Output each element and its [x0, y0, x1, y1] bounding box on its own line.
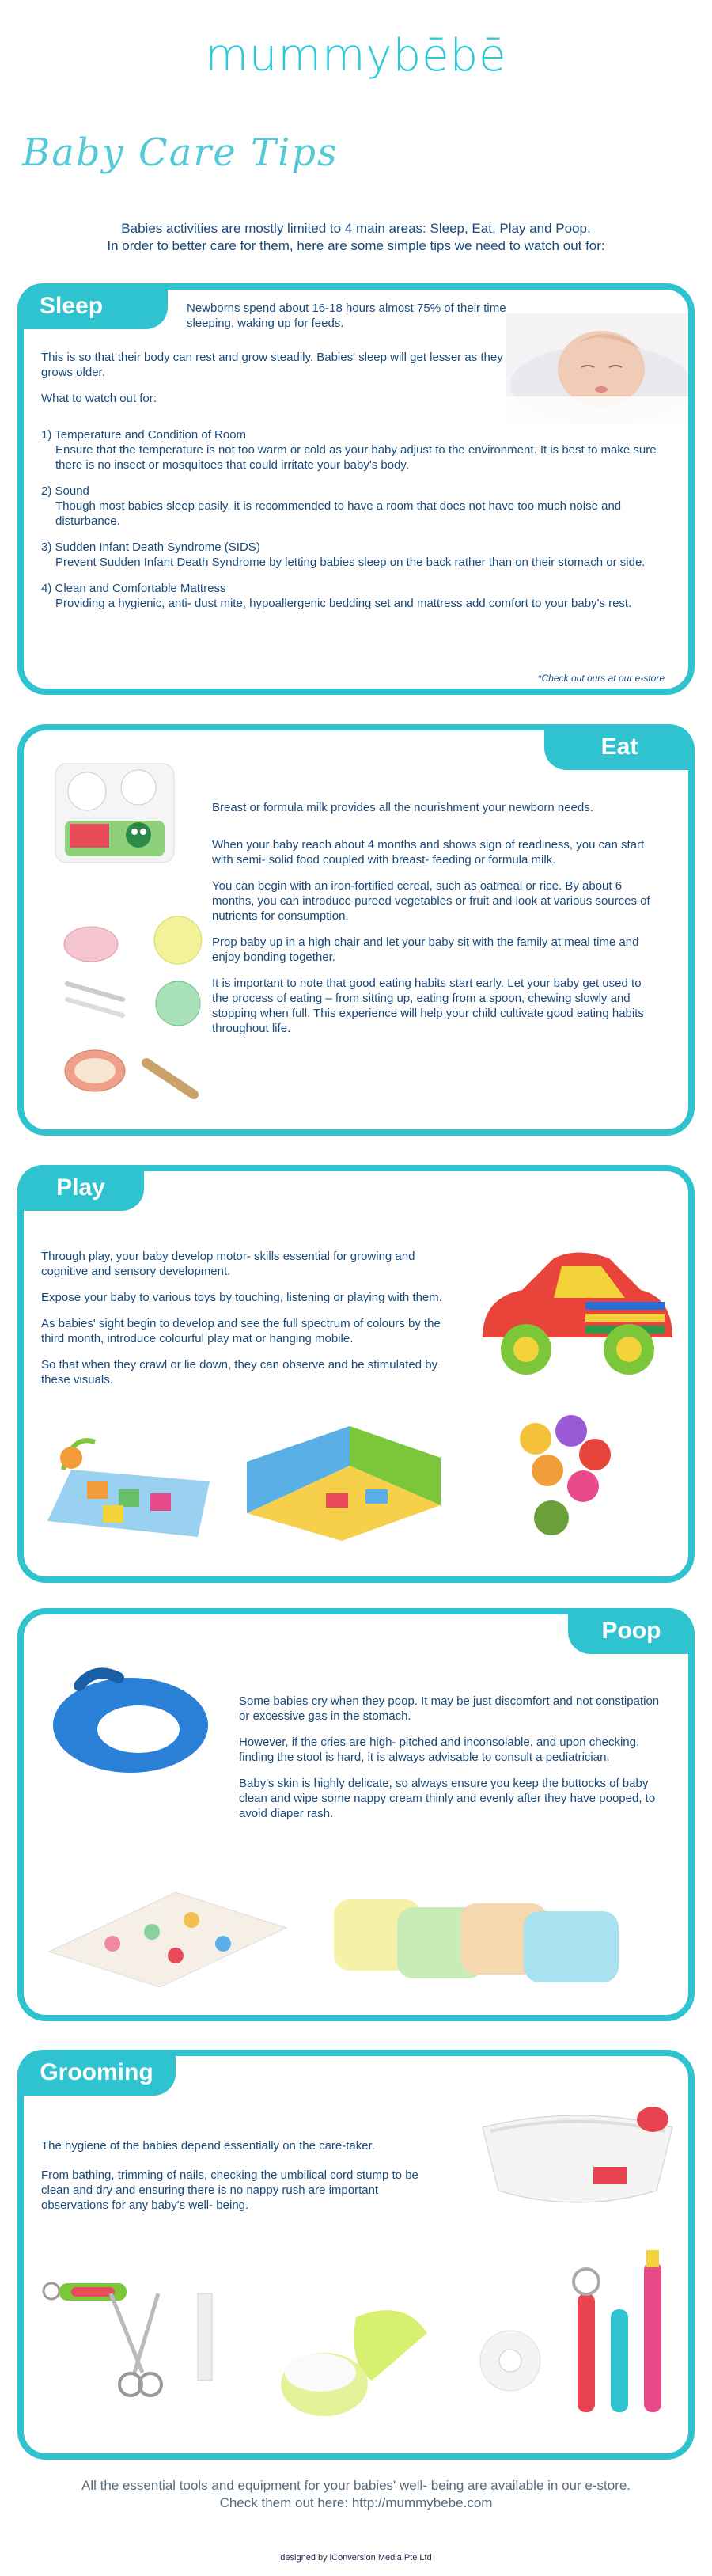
- sleep-item-title: 1) Temperature and Condition of Room: [41, 428, 247, 442]
- sleep-section: [17, 283, 695, 695]
- grooming-tab: Grooming: [17, 2050, 176, 2096]
- page-title: Baby Care Tips: [22, 131, 339, 175]
- play-gym-mat-image: [40, 1418, 214, 1545]
- grooming-p2: From bathing, trimming of nails, checking the umbilical cord stump to be clean and dry and ensuring there is no nappy rush are important observations for any baby's well- being.: [41, 2168, 418, 2212]
- scissors-and-comb-image: [87, 2278, 237, 2412]
- sleep-item-title: 3) Sudden Infant Death Syndrome (SIDS): [41, 541, 260, 554]
- intro-line: Babies activities are mostly limited to 4 main areas: Sleep, Eat, Play and Poop.: [121, 221, 591, 236]
- poop-p1: Some babies cry when they poop. It may be just discomfort and not constipation or excessive gas in the stomach.: [239, 1694, 660, 1723]
- eat-p2: When your baby reach about 4 months and shows sign of readiness, you can start with semi- solid food coupled with breast- feeding or formula milk.: [212, 838, 645, 867]
- play-p4: So that when they crawl or lie down, they can observe and be stimulated by these visuals.: [41, 1358, 438, 1387]
- feeding-utensils-image: [59, 912, 225, 1110]
- puzzle-play-mat-image: [231, 1418, 453, 1545]
- sleep-lead: Newborns spend about 16-18 hours almost 75% of their time sleeping, waking up for feeds.: [187, 302, 506, 330]
- play-p3: As babies' sight begin to develop and see the full spectrum of colours by the third month, introduce colourful play mat or hanging mobile.: [41, 1317, 441, 1345]
- eat-p3: You can begin with an iron-fortified cereal, such as oatmeal or rice. By about 6 months, you can introduce pureed vegetables or fruit and look at various sources of nutrients for consumption.: [212, 879, 650, 923]
- play-section: [17, 1165, 695, 1583]
- logo[interactable]: mummybēbē: [205, 30, 507, 82]
- sleep-list: [41, 427, 682, 622]
- eat-section: [17, 724, 695, 1136]
- rubber-ducks-image: [508, 1407, 619, 1542]
- grooming-body: [41, 2138, 437, 2224]
- eat-p5: It is important to note that good eating habits start early. Let your baby get used to the process of eating – from sitting up, eating from a spoon, chewing slowly and stopping when full. This experience will help your child cultivate good eating habits throughout life.: [212, 977, 644, 1035]
- poop-body: [239, 1694, 666, 1832]
- footer-line: All the essential tools and equipment for your babies' well- being are available in our e-store.: [81, 2478, 631, 2493]
- changing-mat-image: [41, 1888, 294, 1991]
- cloth-diapers-image: [326, 1884, 627, 1986]
- sleep-item-title: 4) Clean and Comfortable Mattress: [41, 582, 226, 595]
- eat-p4: Prop baby up in a high chair and let your baby sit with the family at meal time and enjoy bonding together.: [212, 935, 639, 964]
- grooming-p1: The hygiene of the babies depend essentially on the care-taker.: [41, 2139, 375, 2153]
- sleeping-baby-image: [506, 313, 688, 424]
- poop-p3: Baby's skin is highly delicate, so always ensure you keep the buttocks of baby clean and wipe some nappy cream thinly and evenly after they have pooped, to avoid diaper rash.: [239, 1777, 656, 1820]
- teether-image: [475, 2325, 546, 2396]
- poop-tab: Poop: [568, 1608, 695, 1654]
- sleep-item-title: 2) Sound: [41, 484, 89, 498]
- sleep-p2: What to watch out for:: [41, 392, 157, 405]
- grooming-section: [17, 2050, 695, 2460]
- poop-section: [17, 1608, 695, 2021]
- eat-tab: Eat: [544, 724, 695, 770]
- sleep-tab: Sleep: [17, 283, 168, 329]
- sleep-item-text: Prevent Sudden Infant Death Syndrome by letting babies sleep on the back rather than on their stomach or side.: [55, 556, 646, 569]
- baby-bathtub-image: [475, 2096, 680, 2222]
- play-p2: Expose your baby to various toys by touching, listening or playing with them.: [41, 1291, 442, 1304]
- estore-note[interactable]: *Check out ours at our e-store: [537, 673, 665, 684]
- intro-line: In order to better care for them, here are some simple tips we need to watch out for:: [107, 238, 605, 253]
- play-p1: Through play, your baby develop motor- skills essential for growing and cognitive and sensory development.: [41, 1250, 415, 1278]
- intro: [32, 220, 680, 255]
- sleep-body: [41, 350, 516, 417]
- sleep-item-text: Though most babies sleep easily, it is recommended to have a room that does not have too much noise and disturbance.: [55, 499, 622, 528]
- footer-link[interactable]: Check them out here: http://mummybebe.com: [219, 2495, 493, 2510]
- feeding-tray-image: [47, 756, 182, 874]
- sleep-p1: This is so that their body can rest and grow steadily. Babies' sleep will get lesser as they grows older.: [41, 351, 503, 379]
- eat-body: [212, 800, 655, 1047]
- play-body: [41, 1249, 453, 1398]
- credit: designed by iConversion Media Pte Ltd: [280, 2553, 432, 2563]
- sleep-item-text: Providing a hygienic, anti- dust mite, hypoallergenic bedding set and mattress add comfort to your baby's rest.: [55, 597, 632, 610]
- play-tab: Play: [17, 1165, 144, 1211]
- potty-seat-image: [47, 1662, 214, 1781]
- toothbrush-set-image: [562, 2246, 688, 2420]
- footer: [0, 2477, 712, 2512]
- sleep-item-text: Ensure that the temperature is not too warm or cold as your baby adjust to the environment. It is best to make sure there is no insect or mosquitoes that could irritate your baby's body.: [55, 443, 657, 472]
- eat-p1: Breast or formula milk provides all the nourishment your newborn needs.: [212, 801, 593, 814]
- poop-p2: However, if the cries are high- pitched and inconsolable, and upon checking, finding the stool is hard, it is always advisable to consult a pediatrician.: [239, 1736, 640, 1764]
- baby-brush-image: [269, 2293, 443, 2428]
- toy-car-image: [467, 1242, 680, 1393]
